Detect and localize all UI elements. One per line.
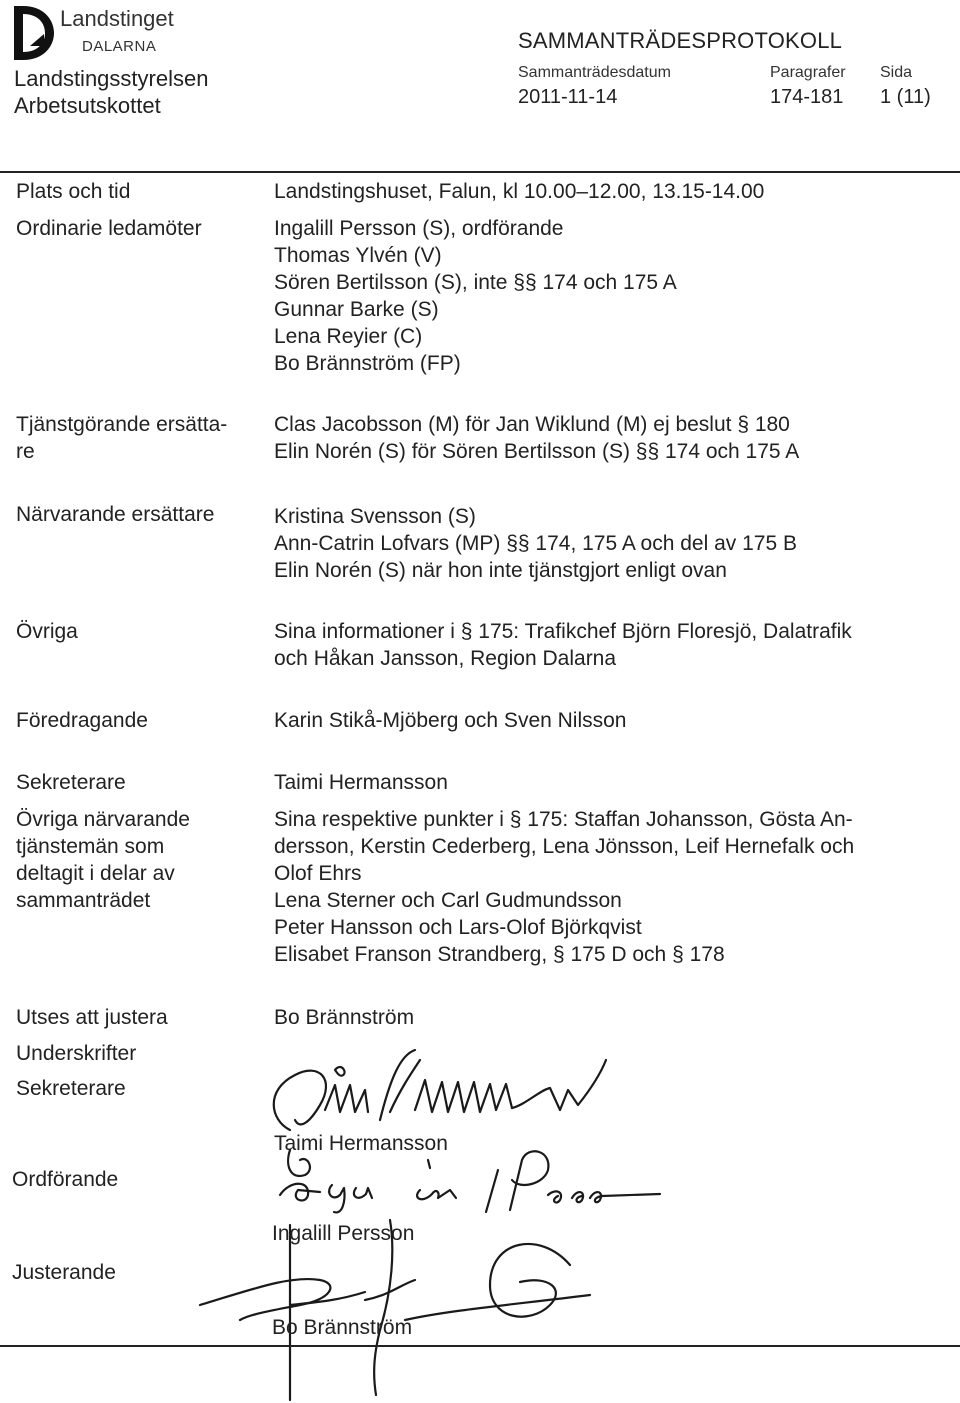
member-line: Sören Bertilsson (S), inte §§ 174 och 175 A bbox=[274, 271, 677, 294]
present-substitute-line: Elin Norén (S) när hon inte tjänstgjort enligt ovan bbox=[274, 559, 727, 582]
substitute-line: Elin Norén (S) för Sören Bertilsson (S) §§ 174 och 175 A bbox=[274, 440, 800, 463]
official-line: Peter Hansson och Lars-Olof Björkqvist bbox=[274, 916, 642, 939]
label-signature-ordforande: Ordförande bbox=[12, 1168, 119, 1191]
landstinget-logo-icon bbox=[14, 6, 54, 60]
substitute-line: Clas Jacobsson (M) för Jan Wiklund (M) ej beslut § 180 bbox=[274, 413, 790, 436]
footer-divider bbox=[0, 1345, 960, 1347]
label-sekreterare: Sekreterare bbox=[16, 771, 126, 794]
signature-name-chair: Ingalill Persson bbox=[272, 1222, 415, 1245]
present-substitute-line: Kristina Svensson (S) bbox=[274, 505, 476, 528]
label-underskrifter: Underskrifter bbox=[16, 1042, 137, 1065]
signature-secretary-icon bbox=[250, 1050, 610, 1140]
logo-text-dalarna: DALARNA bbox=[82, 38, 157, 55]
others-line: och Håkan Jansson, Region Dalarna bbox=[274, 647, 617, 670]
member-line: Lena Reyier (C) bbox=[274, 325, 423, 348]
label-signature-sekreterare: Sekreterare bbox=[16, 1077, 126, 1100]
label-tjanstgorande-ersattare: Tjänstgörande ersätta- bbox=[16, 413, 228, 436]
document-title: SAMMANTRÄDESPROTOKOLL bbox=[518, 28, 843, 53]
label-ovriga-narvarande: Övriga närvarande bbox=[16, 808, 190, 831]
official-line: dersson, Kerstin Cederberg, Lena Jönsson, Leif Hernefalk och bbox=[274, 835, 855, 858]
official-line: Olof Ehrs bbox=[274, 862, 362, 885]
member-line: Ingalill Persson (S), ordförande bbox=[274, 217, 564, 240]
present-substitute-line: Ann-Catrin Lofvars (MP) §§ 174, 175 A och del av 175 B bbox=[274, 532, 797, 555]
label-ovriga: Övriga bbox=[16, 620, 78, 643]
official-line: Sina respektive punkter i § 175: Staffan Johansson, Gösta An- bbox=[274, 808, 853, 831]
member-line: Bo Brännström (FP) bbox=[274, 352, 461, 375]
value-plats-och-tid: Landstingshuset, Falun, kl 10.00–12.00, 13.15-14.00 bbox=[274, 180, 765, 203]
label-tjanstgorande-ersattare-cont: re bbox=[16, 440, 35, 463]
org-name: Landstingsstyrelsen bbox=[14, 66, 209, 91]
value-sekreterare: Taimi Hermansson bbox=[274, 771, 448, 794]
member-line: Thomas Ylvén (V) bbox=[274, 244, 442, 267]
date-value: 2011-11-14 bbox=[518, 86, 618, 108]
label-plats-och-tid: Plats och tid bbox=[16, 180, 131, 203]
signature-name-secretary: Taimi Hermansson bbox=[274, 1132, 448, 1155]
value-utses-att-justera: Bo Brännström bbox=[274, 1006, 415, 1029]
logo-text-landstinget: Landstinget bbox=[60, 6, 174, 31]
label-ordinarie-ledamoter: Ordinarie ledamöter bbox=[16, 217, 202, 240]
signature-name-adjuster: Bo Brännström bbox=[272, 1316, 413, 1339]
official-line: Lena Sterner och Carl Gudmundsson bbox=[274, 889, 622, 912]
label-narvarande-ersattare: Närvarande ersättare bbox=[16, 503, 215, 526]
paragraphs-label: Paragrafer bbox=[770, 64, 846, 81]
page-value: 1 (11) bbox=[880, 86, 931, 108]
header-divider bbox=[0, 171, 960, 173]
label-signature-justerande: Justerande bbox=[12, 1261, 116, 1284]
signature-chair-icon bbox=[260, 1140, 670, 1220]
date-label: Sammanträdesdatum bbox=[518, 64, 671, 81]
label-ovriga-narvarande-cont: deltagit i delar av bbox=[16, 862, 175, 885]
paragraphs-value: 174-181 bbox=[770, 86, 844, 108]
org-unit: Arbetsutskottet bbox=[14, 93, 161, 118]
label-foredragande: Föredragande bbox=[16, 709, 148, 732]
value-foredragande: Karin Stikå-Mjöberg och Sven Nilsson bbox=[274, 709, 627, 732]
label-ovriga-narvarande-cont: tjänstemän som bbox=[16, 835, 165, 858]
others-line: Sina informationer i § 175: Trafikchef Björn Floresjö, Dalatrafik bbox=[274, 620, 852, 643]
member-line: Gunnar Barke (S) bbox=[274, 298, 439, 321]
signature-adjuster-icon bbox=[190, 1210, 610, 1400]
label-utses-att-justera: Utses att justera bbox=[16, 1006, 168, 1029]
official-line: Elisabet Franson Strandberg, § 175 D och § 178 bbox=[274, 943, 725, 966]
label-ovriga-narvarande-cont: sammanträdet bbox=[16, 889, 151, 912]
page-label: Sida bbox=[880, 64, 913, 81]
